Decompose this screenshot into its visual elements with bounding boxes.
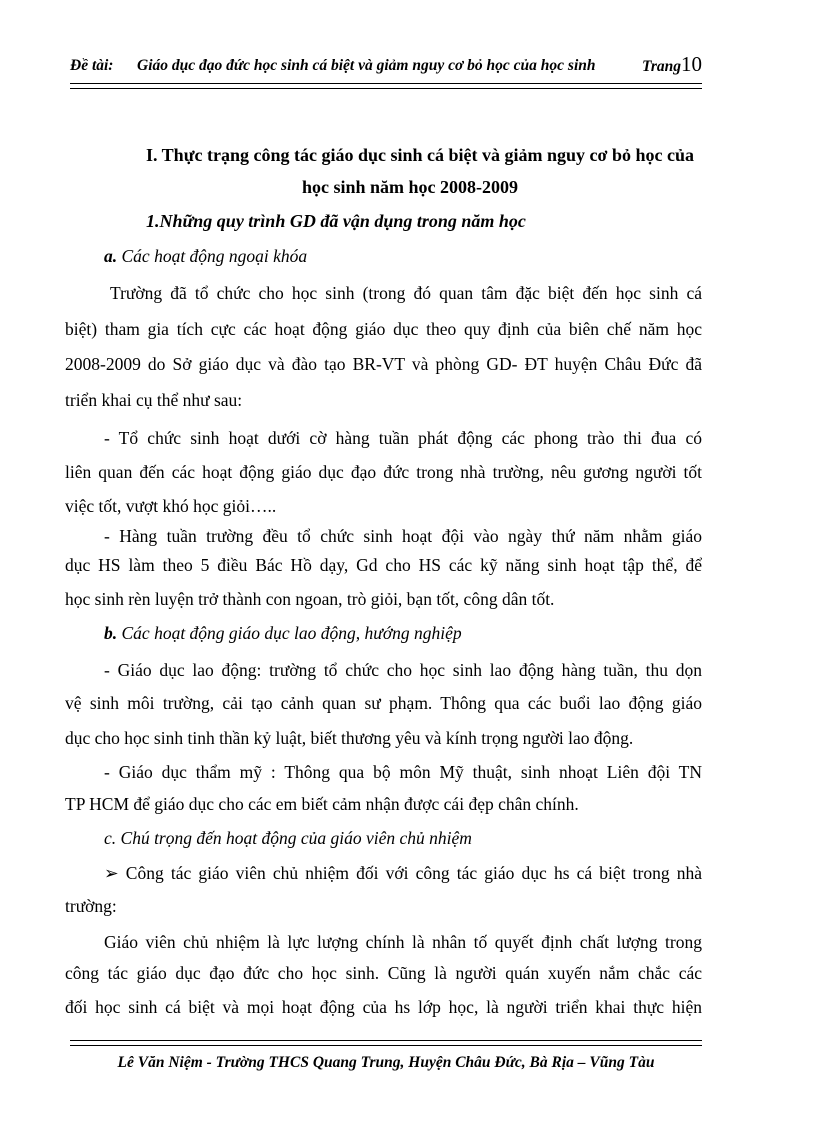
bullet-a1-line-2: liên quan đến các hoạt động giáo dục đạo đức trong nhà trường, nêu gương người tốt (65, 462, 702, 482)
arrow-item-line-1: ➢ Công tác giáo viên chủ nhiệm đối với công tác giáo dục hs cá biệt trong nhà (104, 863, 702, 883)
para-c-line-3: đối học sinh cá biệt và mọi hoạt động của hs lớp học, là người triển khai thực hiện (65, 997, 702, 1017)
header-page-number: 10 (681, 52, 702, 76)
item-a-heading (104, 246, 307, 267)
item-a-text: Các hoạt động ngoại khóa (117, 246, 308, 266)
para-a-line-3: 2008-2009 do Sở giáo dục và đào tạo BR-VT và phòng GD- ĐT huyện Châu Đức đã (65, 354, 702, 374)
arrow-item-line-2: trường: (65, 896, 117, 916)
page-header (70, 52, 702, 80)
header-page (642, 52, 702, 77)
bullet-b2-line-2: TP HCM để giáo dục cho các em biết cảm nhận được cái đẹp chân chính. (65, 794, 579, 814)
para-a-line-4: triển khai cụ thể như sau: (65, 390, 243, 410)
para-a-line-1: Trường đã tổ chức cho học sinh (trong đó quan tâm đặc biệt đến học sinh cá (110, 283, 702, 303)
para-c-line-2: công tác giáo dục đạo đức cho học sinh. Cũng là người quán xuyến nắm chắc các (65, 963, 702, 983)
header-page-word: Trang (641, 58, 681, 75)
bullet-a1-line-1: - Tổ chức sinh hoạt dưới cờ hàng tuần phát động các phong trào thi đua có (104, 428, 702, 448)
para-a-line-2: biệt) tham gia tích cực các hoạt động giáo dục theo quy định của biên chế năm học (65, 319, 702, 339)
item-b-heading (104, 623, 462, 644)
item-c-heading: c. Chú trọng đến hoạt động của giáo viên chủ nhiệm (104, 828, 472, 848)
header-rule-2 (70, 88, 702, 89)
section-title-line-1: I. Thực trạng công tác giáo dục sinh cá biệt và giảm nguy cơ bỏ học của (146, 145, 694, 165)
bullet-b2-line-1: - Giáo dục thẩm mỹ : Thông qua bộ môn Mỹ thuật, sinh nhoạt Liên đội TN (104, 762, 702, 782)
footer-rule-1 (70, 1040, 702, 1041)
para-c-line-1: Giáo viên chủ nhiệm là lực lượng chính là nhân tố quyết định chất lượng trong (104, 932, 702, 952)
subsection-title: 1.Những quy trình GD đã vận dụng trong năm học (146, 211, 526, 231)
bullet-a2-line-2: dục HS làm theo 5 điều Bác Hồ dạy, Gd cho HS các kỹ năng sinh hoạt tập thể, để (65, 555, 702, 575)
bullet-b1-line-1: - Giáo dục lao động: trường tổ chức cho học sinh lao động hàng tuần, thu dọn (104, 660, 702, 680)
footer-rule-2 (70, 1045, 702, 1046)
item-b-text: Các hoạt động giáo dục lao động, hướng nghiệp (117, 623, 462, 643)
item-b-marker: b. (104, 623, 118, 643)
bullet-a2-line-1: - Hàng tuần trường đều tổ chức sinh hoạt đội vào ngày thứ năm nhằm giáo (104, 526, 702, 546)
bullet-b1-line-3: dục cho học sinh tinh thần kỷ luật, biết thương yêu và kính trọng người lao động. (65, 728, 634, 748)
section-title-line-2: học sinh năm học 2008-2009 (301, 177, 519, 197)
header-topic: Giáo dục đạo đức học sinh cá biệt và giảm nguy cơ bỏ học của học sinh (137, 57, 596, 74)
page-footer: Lê Văn Niệm - Trường THCS Quang Trung, Huyện Châu Đức, Bà Rịa – Vũng Tàu (117, 1054, 655, 1071)
bullet-b1-line-2: vệ sinh môi trường, cải tạo cảnh quan sư phạm. Thông qua các buổi lao động giáo (65, 693, 702, 713)
item-a-marker: a. (104, 246, 118, 266)
header-label: Đề tài: (70, 57, 114, 74)
bullet-a2-line-3: học sinh rèn luyện trở thành con ngoan, trò giỏi, bạn tốt, công dân tốt. (65, 589, 555, 609)
bullet-a1-line-3: việc tốt, vượt khó học giỏi….. (65, 496, 277, 516)
header-rule-1 (70, 83, 702, 84)
